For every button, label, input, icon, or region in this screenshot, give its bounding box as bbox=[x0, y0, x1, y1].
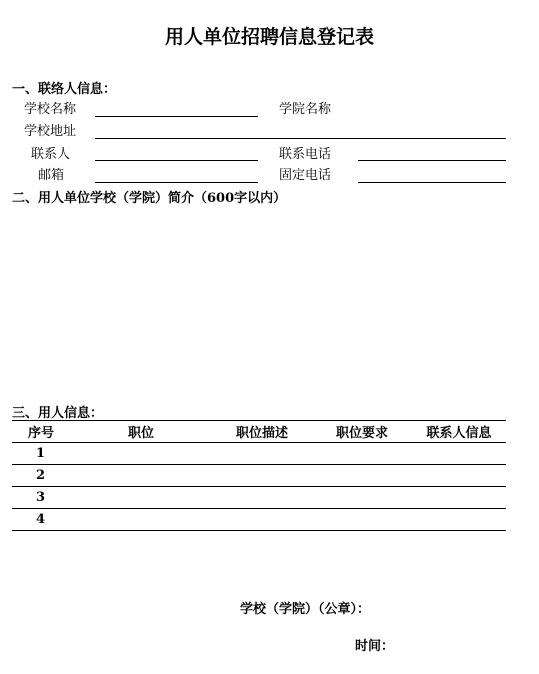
table-row bbox=[12, 443, 506, 465]
row-index: 4 bbox=[12, 509, 70, 531]
school-name-label: 学校名称 bbox=[24, 102, 77, 117]
col-header-position: 职位 bbox=[70, 421, 212, 443]
time-label: 时间： bbox=[355, 639, 395, 654]
col-header-requirements: 职位要求 bbox=[312, 421, 412, 443]
contact-phone-label: 联系电话 bbox=[279, 147, 332, 162]
cell-description[interactable] bbox=[212, 465, 312, 487]
row-index: 2 bbox=[12, 465, 70, 487]
school-address-field[interactable] bbox=[95, 138, 506, 139]
cell-position[interactable] bbox=[70, 465, 212, 487]
section-jobs-heading: 三、用人信息： bbox=[12, 406, 104, 421]
school-address-label: 学校地址 bbox=[24, 124, 77, 139]
mailbox-label: 邮箱 bbox=[38, 168, 65, 183]
cell-position[interactable] bbox=[70, 487, 212, 509]
intro-text-area[interactable] bbox=[12, 206, 506, 396]
cell-description[interactable] bbox=[212, 443, 312, 465]
table-row bbox=[12, 465, 506, 487]
contact-person-label: 联系人 bbox=[31, 147, 71, 162]
row-index: 3 bbox=[12, 487, 70, 509]
section-intro-heading: 二、用人单位学校（学院）简介（600字以内） bbox=[12, 191, 287, 206]
cell-description[interactable] bbox=[212, 487, 312, 509]
cell-requirements[interactable] bbox=[312, 465, 412, 487]
cell-requirements[interactable] bbox=[312, 487, 412, 509]
table-row bbox=[12, 487, 506, 509]
cell-description[interactable] bbox=[212, 509, 312, 531]
contact-phone-field[interactable] bbox=[358, 160, 506, 161]
jobs-table-header bbox=[12, 421, 506, 443]
row-index: 1 bbox=[12, 443, 70, 465]
cell-position[interactable] bbox=[70, 443, 212, 465]
form-title: 用人单位招聘信息登记表 bbox=[164, 26, 374, 48]
mailbox-field[interactable] bbox=[95, 182, 258, 183]
seal-label: 学校（学院）（公章）： bbox=[240, 602, 371, 617]
cell-contact[interactable] bbox=[412, 487, 506, 509]
col-header-description: 职位描述 bbox=[212, 421, 312, 443]
contact-person-field[interactable] bbox=[95, 160, 258, 161]
table-row bbox=[12, 509, 506, 531]
cell-requirements[interactable] bbox=[312, 509, 412, 531]
college-name-label: 学院名称 bbox=[279, 102, 332, 117]
landline-label: 固定电话 bbox=[279, 168, 332, 183]
cell-requirements[interactable] bbox=[312, 443, 412, 465]
section-contact-heading: 一、联络人信息： bbox=[12, 82, 117, 97]
cell-position[interactable] bbox=[70, 509, 212, 531]
landline-field[interactable] bbox=[358, 182, 506, 183]
col-header-contact: 联系人信息 bbox=[412, 421, 506, 443]
cell-contact[interactable] bbox=[412, 509, 506, 531]
col-header-index: 序号 bbox=[12, 421, 70, 443]
cell-contact[interactable] bbox=[412, 465, 506, 487]
school-name-field[interactable] bbox=[95, 116, 258, 117]
jobs-table bbox=[12, 420, 506, 531]
cell-contact[interactable] bbox=[412, 443, 506, 465]
